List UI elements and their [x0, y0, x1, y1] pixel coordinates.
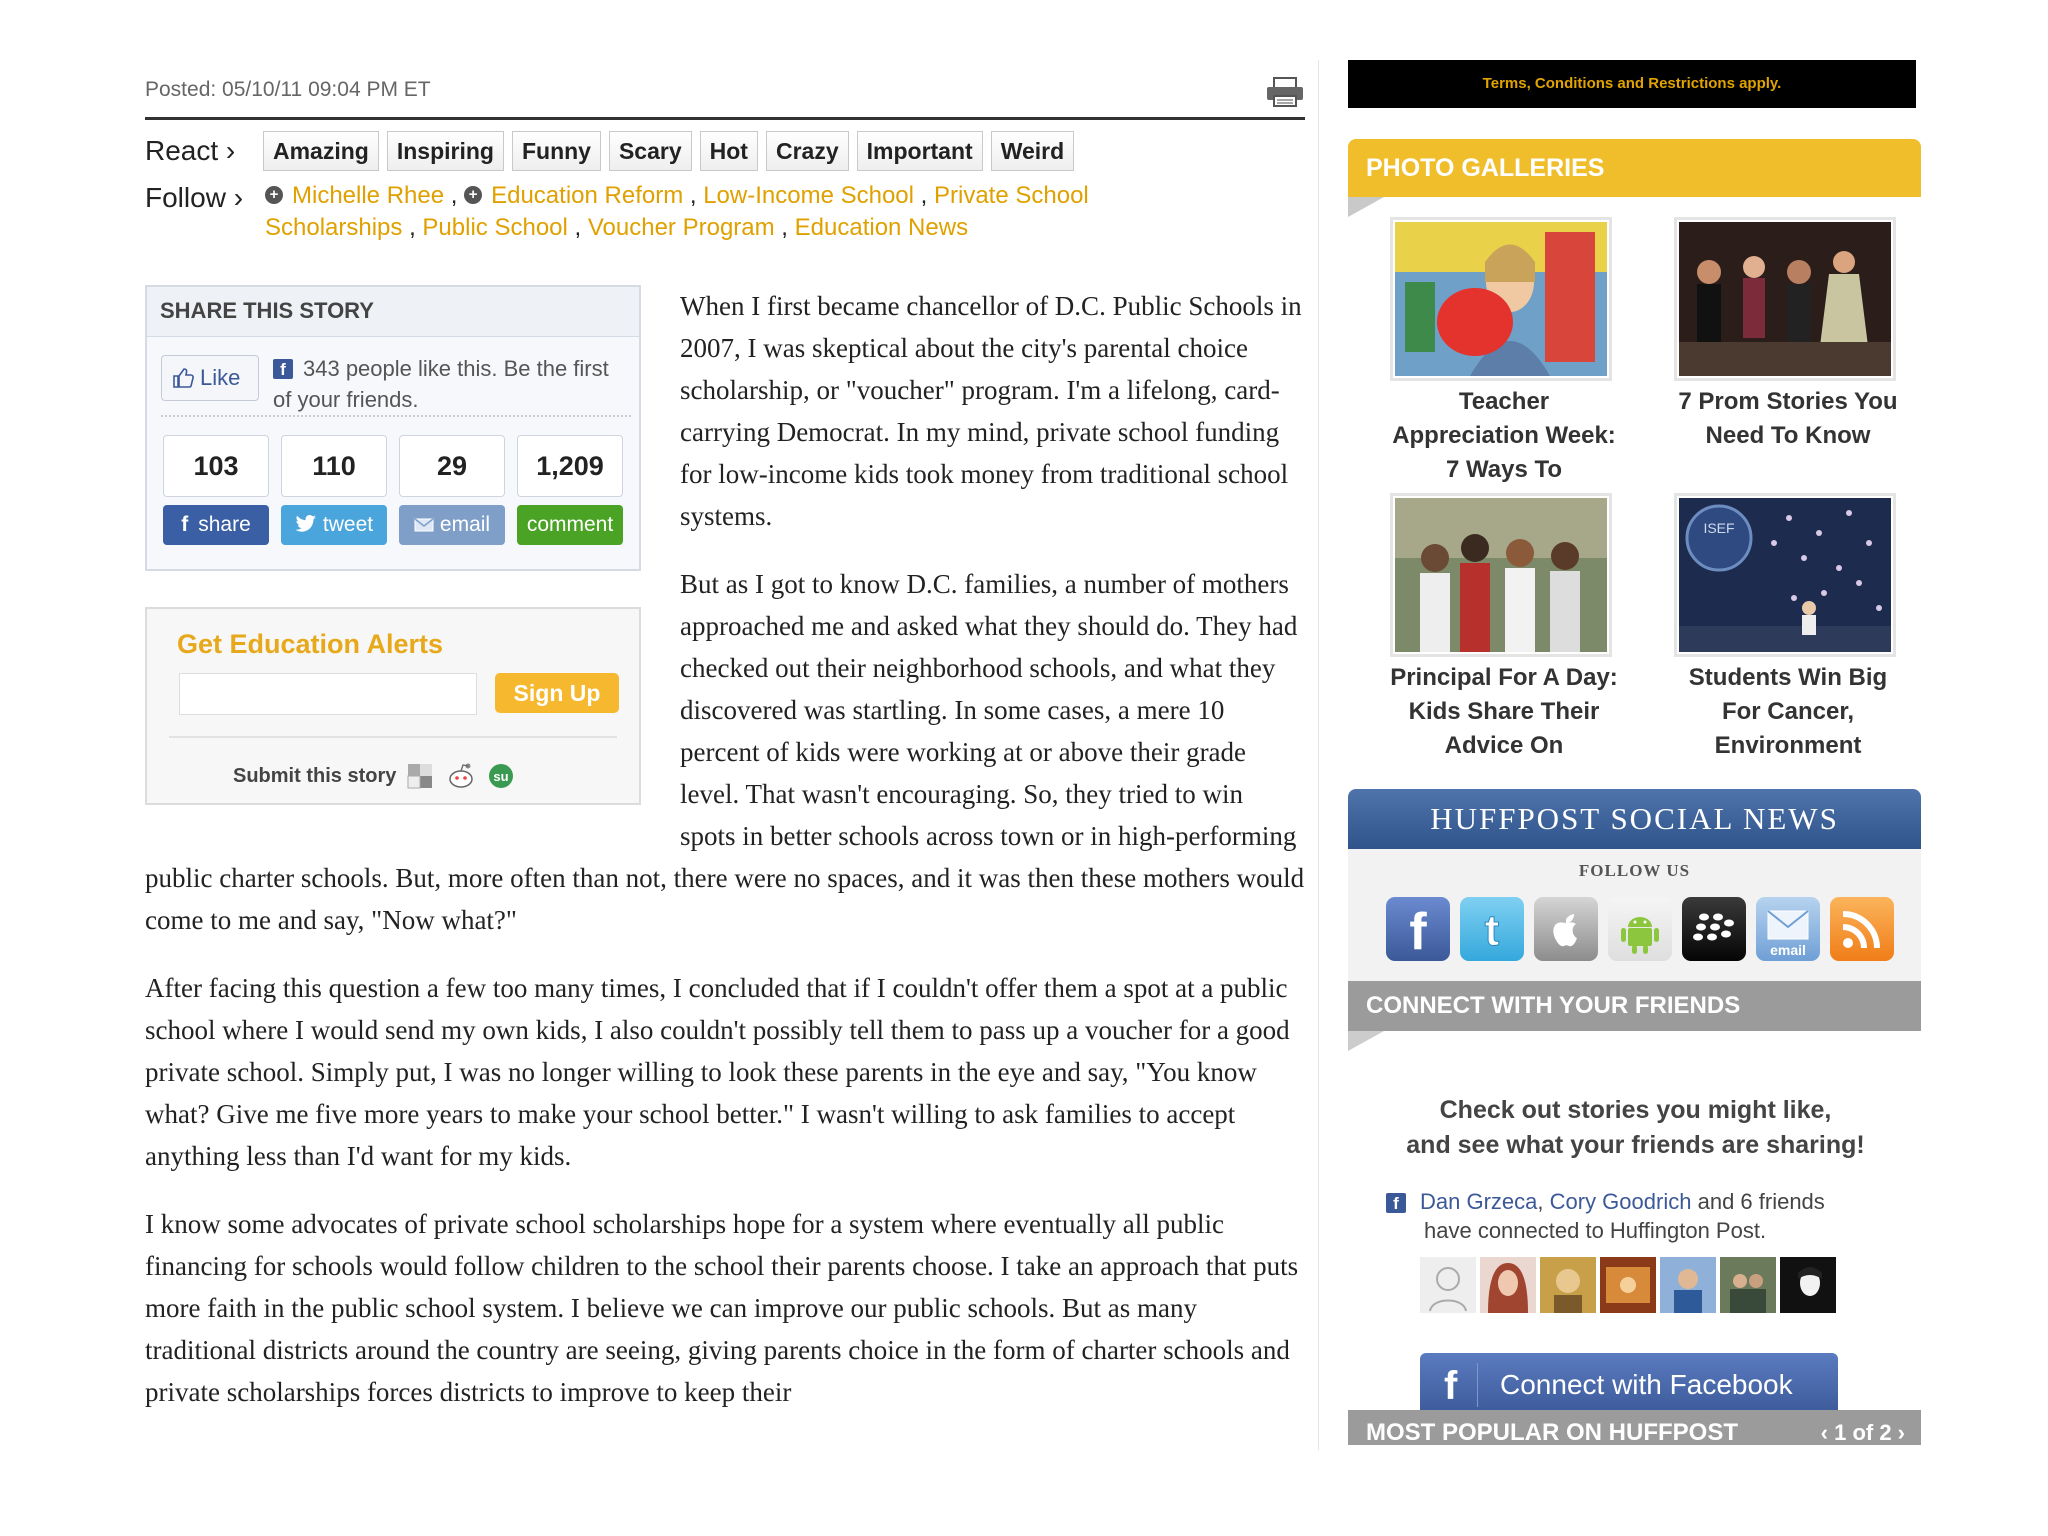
- follow-plus-icon[interactable]: +: [464, 186, 482, 204]
- tweet-button[interactable]: tweet: [281, 505, 387, 545]
- connect-friends-header: [1348, 981, 1921, 1031]
- most-popular-title: MOST POPULAR ON HUFFPOST: [1366, 1419, 1738, 1445]
- education-alerts-box: [145, 607, 641, 805]
- twitter-icon[interactable]: [1460, 897, 1524, 961]
- terms-banner[interactable]: Terms, Conditions and Restrictions apply.: [1348, 60, 1916, 108]
- tweet-count: 110: [281, 435, 387, 497]
- article-paragraph: I know some advocates of private school scholarships hope for a system where eventually all public financing for schools would follow children to the school their parents choose. I take an approach that puts more faith in the public school system. I believe we can improve our public schools. But as many traditional districts around the country are seeing, giving parents choice in the form of charter schools and private scholarships forces districts to improve to keep their: [145, 1209, 1299, 1407]
- gallery-thumbnail[interactable]: [1674, 493, 1896, 657]
- gallery-caption[interactable]: Students Win Big For Cancer, Environment: [1688, 664, 1888, 759]
- facebook-small-icon: f: [273, 359, 293, 379]
- gallery-thumbnail[interactable]: [1390, 493, 1612, 657]
- react-row: [145, 131, 1305, 171]
- friend-avatars: [1420, 1257, 1836, 1313]
- posted-row: [145, 60, 1305, 120]
- comment-count-col: [517, 435, 623, 545]
- friend-link[interactable]: Dan Grzeca: [1420, 1189, 1538, 1214]
- envelope-icon: [414, 518, 434, 532]
- android-icon[interactable]: [1608, 897, 1672, 961]
- react-crazy-button[interactable]: Crazy: [766, 131, 849, 171]
- social-icon-row: [1386, 897, 1894, 961]
- column-divider: [1318, 60, 1319, 1450]
- follow-label: Follow ›: [145, 182, 244, 213]
- connect-friends-title: CONNECT WITH YOUR FRIENDS: [1366, 992, 1741, 1019]
- submit-story-row: [233, 755, 516, 797]
- react-inspiring-button[interactable]: Inspiring: [387, 131, 504, 171]
- email-count-col: [399, 435, 505, 545]
- gallery-photo-prom: [1679, 222, 1891, 376]
- topic-voucher-program[interactable]: Voucher Program: [587, 214, 775, 241]
- share-title: SHARE THIS STORY: [147, 287, 639, 337]
- react-label: React ›: [145, 135, 236, 166]
- article-paragraph: After facing this question a few too many times, I concluded that if I couldn't offer them a spot at a public school where I would send my own kids, I also couldn't possibly tell them to pass up a voucher for a good private school. Simply put, I was no longer willing to look these parents in the eye and say, "You know what? Give me five more years to make your school better." I wasn't willing to ask families to accept anything less than I'd want for my kids.: [145, 973, 1290, 1171]
- popular-pager[interactable]: ‹ 1 of 2 ›: [1820, 1420, 1905, 1445]
- share-widgets: [145, 285, 643, 805]
- photo-galleries-header: [1348, 139, 1921, 197]
- react-important-button[interactable]: Important: [857, 131, 983, 171]
- apple-icon[interactable]: [1534, 897, 1598, 961]
- react-hot-button[interactable]: Hot: [700, 131, 758, 171]
- gallery-item[interactable]: [1386, 217, 1622, 487]
- follow-plus-icon[interactable]: +: [265, 186, 283, 204]
- friend-link[interactable]: Cory Goodrich: [1549, 1189, 1692, 1214]
- avatar[interactable]: [1600, 1257, 1656, 1313]
- react-scary-button[interactable]: Scary: [609, 131, 692, 171]
- stumbleupon-icon[interactable]: [486, 762, 516, 790]
- most-popular-header: [1348, 1410, 1921, 1445]
- facebook-icon: f: [181, 513, 189, 536]
- gallery-caption[interactable]: 7 Prom Stories You Need To Know: [1678, 388, 1898, 449]
- rss-icon[interactable]: [1830, 897, 1894, 961]
- email-icon[interactable]: [1756, 897, 1820, 961]
- react-funny-button[interactable]: Funny: [512, 131, 601, 171]
- share-count: 103: [163, 435, 269, 497]
- follow-row: [145, 180, 1305, 248]
- email-icon-label: email: [1770, 942, 1806, 958]
- avatar[interactable]: [1720, 1257, 1776, 1313]
- submit-story-label: Submit this story: [233, 765, 397, 787]
- tweet-count-col: [281, 435, 387, 545]
- follow-us-label: FOLLOW US: [1578, 861, 1691, 880]
- gallery-photo-students: [1679, 498, 1891, 652]
- connect-message: Check out stories you might like, and see what your friends are sharing!: [1406, 1096, 1865, 1159]
- gallery-caption[interactable]: Principal For A Day: Kids Share Their Advice On: [1390, 664, 1618, 759]
- share-counts: [163, 435, 623, 545]
- delicious-icon[interactable]: [406, 762, 436, 790]
- react-weird-button[interactable]: Weird: [991, 131, 1074, 171]
- like-count-text: f 343 people like this. Be the first of your friends.: [273, 356, 609, 412]
- blackberry-icon[interactable]: [1682, 897, 1746, 961]
- header-tab-tail: [1348, 197, 1384, 217]
- comment-count: 1,209: [517, 435, 623, 497]
- twitter-bird-icon: [295, 515, 317, 533]
- alerts-title: Get Education Alerts: [177, 629, 444, 659]
- right-sidebar: [1348, 60, 1923, 1445]
- topic-private-school-scholarships[interactable]: Private School Scholarships: [265, 182, 1089, 241]
- avatar[interactable]: [1660, 1257, 1716, 1313]
- gallery-item[interactable]: [1670, 493, 1906, 763]
- alerts-divider: [169, 736, 617, 738]
- topic-low-income-school[interactable]: Low-Income School: [703, 182, 914, 209]
- email-button[interactable]: email: [399, 505, 505, 545]
- svg-text:ISEF: ISEF: [1703, 520, 1735, 536]
- topic-education-reform[interactable]: Education Reform: [491, 182, 684, 209]
- facebook-like-area: [161, 345, 631, 417]
- email-count: 29: [399, 435, 505, 497]
- article-paragraph: When I first became chancellor of D.C. Public Schools in 2007, I was skeptical about the city's parental choice scholarship, or "voucher" program. I'm a lifelong, card-carrying Democrat. In my mind, private school funding for low-income kids took money from traditional school systems.: [680, 291, 1302, 531]
- like-button[interactable]: [161, 355, 259, 401]
- gallery-caption[interactable]: Teacher Appreciation Week: 7 Ways To: [1392, 388, 1616, 483]
- social-follow-area: [1348, 849, 1921, 981]
- like-label: Like: [200, 365, 241, 390]
- sign-up-button[interactable]: Sign Up: [495, 673, 619, 713]
- topic-public-school[interactable]: Public School: [422, 214, 568, 241]
- comment-button[interactable]: comment: [517, 505, 623, 545]
- avatar[interactable]: [1480, 1257, 1536, 1313]
- posted-date: Posted: 05/10/11 09:04 PM ET: [145, 78, 431, 101]
- avatar[interactable]: [1780, 1257, 1836, 1313]
- gallery-photo-principal: [1395, 498, 1607, 652]
- facebook-icon: f: [1434, 1363, 1478, 1407]
- article-body: [145, 285, 1305, 1413]
- social-news-title: HUFFPOST SOCIAL NEWS: [1430, 801, 1839, 836]
- photo-galleries-title: PHOTO GALLERIES: [1366, 154, 1605, 182]
- social-news-header: [1348, 789, 1921, 849]
- topic-education-news[interactable]: Education News: [794, 214, 969, 241]
- svg-text:t: t: [1484, 906, 1500, 955]
- gallery-item[interactable]: [1386, 493, 1622, 763]
- photo-gallery-grid: [1348, 217, 1923, 787]
- thumbs-up-icon: [172, 367, 194, 389]
- facebook-share-button[interactable]: f share: [163, 505, 269, 545]
- print-icon[interactable]: [1265, 76, 1305, 108]
- reaction-buttons: [263, 131, 1074, 171]
- gallery-thumbnail[interactable]: [1390, 217, 1612, 381]
- gallery-photo-teacher: [1395, 222, 1607, 376]
- gallery-thumbnail[interactable]: [1674, 217, 1896, 381]
- connected-friends-text: f Dan Grzeca, Cory Goodrich and 6 friends have connected to Huffington Post.: [1386, 1187, 1906, 1245]
- connect-friends-body: [1348, 1031, 1923, 1411]
- react-amazing-button[interactable]: Amazing: [263, 131, 379, 171]
- share-count-col: [163, 435, 269, 545]
- reddit-icon[interactable]: [446, 762, 476, 790]
- facebook-small-icon: f: [1386, 1193, 1406, 1213]
- article-column: [145, 60, 1305, 1450]
- facebook-icon[interactable]: f: [1386, 897, 1450, 961]
- topic-michelle-rhee[interactable]: Michelle Rhee: [292, 182, 445, 209]
- alerts-email-input[interactable]: [179, 673, 477, 715]
- svg-text:su: su: [493, 769, 509, 784]
- connect-with-facebook-button[interactable]: f Connect with Facebook: [1420, 1353, 1838, 1417]
- article-paragraph: But as I got to know D.C. families, a number of mothers approached me and asked what they should do. They had checked out their neighborhood schools, and what they discovered was startling. In some cases, a mere 10 percent of kids were working at or above their grade level. That wasn't encouraging. So, they tried to win spots in better schools across town or in high-performing public charter schools. But, more often than not, there were no spaces, and it was then these mothers would come to me and say, "Now what?": [145, 569, 1305, 935]
- share-story-box: [145, 285, 641, 571]
- gallery-item[interactable]: [1670, 217, 1906, 487]
- avatar[interactable]: [1420, 1257, 1476, 1313]
- follow-topics: + Michelle Rhee , + Education Reform , Low-Income School , Private School Scholarships , Public School , Voucher Program , Education News: [265, 182, 1089, 241]
- avatar[interactable]: [1540, 1257, 1596, 1313]
